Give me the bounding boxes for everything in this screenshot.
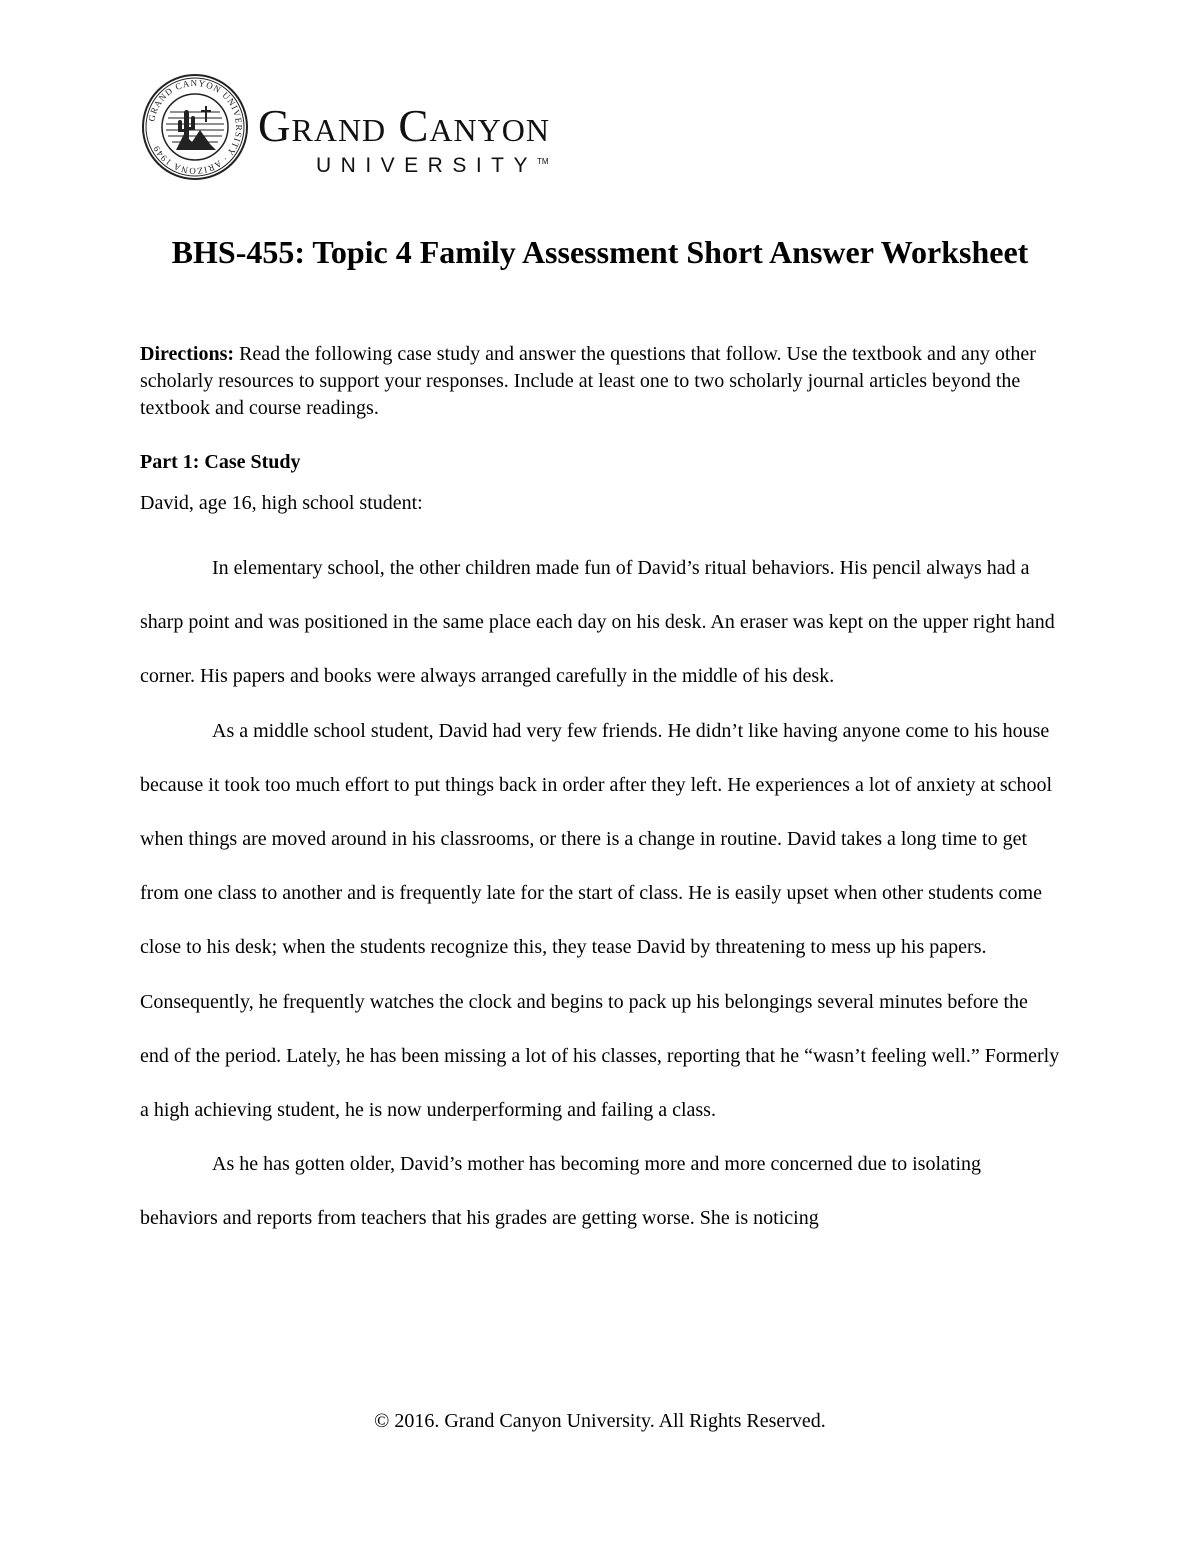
wordmark-grand-canyon: Grand Canyon — [258, 101, 550, 151]
wordmark-university-text: UNIVERSITY — [316, 154, 538, 177]
case-study-body — [140, 541, 1060, 1246]
case-paragraph-2: As a middle school student, David had very few friends. He didn’t like having anyone come to his house because it took too much effort to put things back in order after they left. He experiences a lot of anxiety at school when things are moved around in his classrooms, or there is a change in routine. David takes a long time to get from one class to another and is frequently late for the start of class. He is easily upset when other students come close to his desk; when the students recognize this, they tease David by threatening to mess up his papers. Consequently, he frequently watches the clock and begins to pack up his belongings several minutes before the end of the period. Lately, he has been missing a lot of his classes, reporting that he “wasn’t feeling well.” Formerly a high achieving student, he is now underperforming and failing a class. — [140, 719, 1060, 1122]
directions-label: Directions: — [140, 343, 235, 365]
university-header — [140, 72, 640, 182]
case-paragraph-1: In elementary school, the other children made fun of David’s ritual behaviors. His pencil always had a sharp point and was positioned in the same place each day on his desk. An eraser was kept on the upper right hand corner. His papers and books were always arranged carefully in the middle of his desk. — [140, 557, 1055, 688]
case-subject: David, age 16, high school student: — [140, 492, 423, 514]
directions-paragraph — [140, 341, 1060, 422]
svg-text:GRAND CANYON UNIVERSITY · ARIZ: GRAND CANYON UNIVERSITY · ARIZONA 1949 — [146, 77, 245, 177]
part1-heading: Part 1: Case Study — [140, 451, 301, 473]
copyright-footer: © 2016. Grand Canyon University. All Rights Reserved. — [374, 1410, 826, 1432]
case-paragraph-3: As he has gotten older, David’s mother has becoming more and more concerned due to isolating behaviors and reports from teachers that his grades are getting worse. She is noticing — [140, 1153, 981, 1230]
document-title: BHS-455: Topic 4 Family Assessment Short Answer Worksheet — [171, 234, 1029, 270]
trademark-mark: TM — [537, 157, 549, 166]
wordmark-university — [316, 150, 549, 178]
directions-text: Read the following case study and answer the questions that follow. Use the textbook and any other scholarly resources to support your responses. Include at least one to two scholarly journal articles beyond the textbook and course readings. — [140, 343, 1036, 419]
university-seal-icon — [140, 72, 250, 182]
